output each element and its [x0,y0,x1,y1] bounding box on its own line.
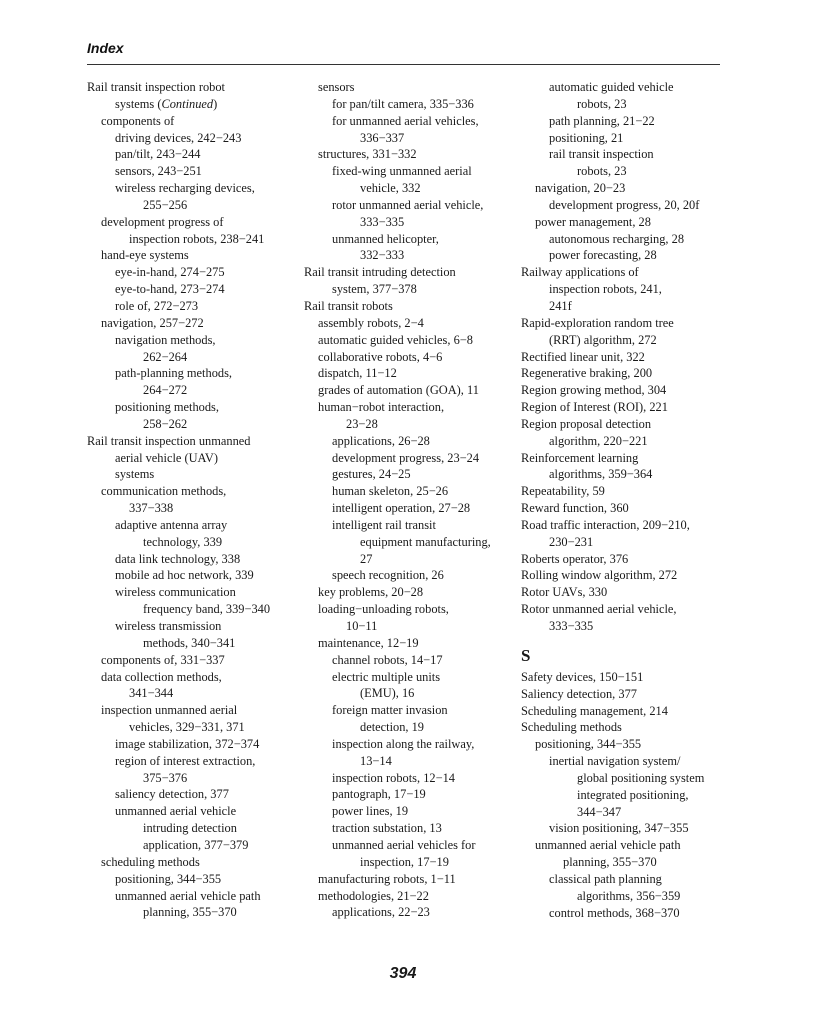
index-entry: methods, 340−341 [143,635,236,650]
index-entry: power forecasting, 28 [549,248,657,263]
index-entry: applications, 26−28 [332,433,430,448]
index-entry: classical path planning [549,871,662,886]
index-entry: Rotor UAVs, 330 [521,585,608,600]
index-entry: eye-in-hand, 274−275 [115,265,225,280]
index-entry: Rail transit robots [304,298,393,313]
index-entry: mobile ad hoc network, 339 [115,568,254,583]
index-entry: applications, 22−23 [332,905,430,920]
index-entry: positioning, 344−355 [535,737,642,752]
index-entry: Rail transit inspection unmanned [87,433,251,448]
index-entry: aerial vehicle (UAV) [115,450,218,465]
index-entry: inspection robots, 241, [549,282,662,297]
index-entry: navigation methods, [115,332,216,347]
index-entry: loading−unloading robots, [318,602,449,617]
index-entry: positioning, 344−355 [115,871,222,886]
index-entry: 10−11 [346,619,378,633]
index-entry: wireless recharging devices, [115,181,255,196]
index-entry: systems [115,467,155,482]
index-entry: Reinforcement learning [521,450,639,465]
index-entry: (EMU), 16 [360,686,415,701]
index-entry: 23−28 [346,416,378,431]
index-entry: unmanned aerial vehicle [115,804,237,819]
index-entry: Rapid-exploration random tree [521,315,674,330]
index-entry: Repeatability, 59 [521,484,605,499]
index-entry: Rolling window algorithm, 272 [521,568,678,583]
index-entry: human skeleton, 25−26 [332,484,449,499]
index-entry: 332−333 [360,248,405,263]
index-entry: 262−264 [143,349,188,364]
index-entry: fixed-wing unmanned aerial [332,164,472,179]
index-entry: for unmanned aerial vehicles, [332,113,479,128]
index-entry: channel robots, 14−17 [332,652,443,667]
index-entry: Region growing method, 304 [521,383,667,398]
index-entry: unmanned aerial vehicles for [332,837,476,852]
index-entry: navigation, 20−23 [535,181,626,196]
index-entry: power lines, 19 [332,804,409,819]
index-entry: global positioning system [577,770,705,785]
index-entry: electric multiple units [332,669,441,684]
index-entry: 337−338 [129,501,174,516]
index-entry: collaborative robots, 4−6 [318,349,443,364]
index-entry: systems (Continued) [115,96,218,111]
index-entry: dispatch, 11−12 [318,366,397,381]
index-entry: frequency band, 339−340 [143,602,271,617]
index-entry: Safety devices, 150−151 [521,669,644,684]
section-gap [521,635,726,645]
index-entry: vehicles, 329−331, 371 [129,720,245,735]
index-entry: 241f [549,298,572,313]
index-entry: wireless transmission [115,619,222,633]
index-entry: path planning, 21−22 [549,113,655,128]
index-entry: 255−256 [143,197,188,212]
index-entry: intruding detection [143,821,237,836]
index-entry: application, 377−379 [143,837,249,852]
index-entry: intelligent rail transit [332,517,436,532]
index-entry: path-planning methods, [115,366,233,381]
index-entry: 344−347 [577,804,622,819]
index-entry: planning, 355−370 [143,905,237,920]
index-entry: Rail transit inspection robot [87,80,225,94]
index-entry: maintenance, 12−19 [318,635,419,650]
index-entry: Reward function, 360 [521,501,629,516]
index-entry: data link technology, 338 [115,551,241,566]
index-entry: 333−335 [549,619,594,633]
index-entry: automatic guided vehicles, 6−8 [318,332,473,347]
index-entry: positioning, 21 [549,130,624,145]
index-entry: key problems, 20−28 [318,585,424,600]
index-entry: methodologies, 21−22 [318,888,429,903]
index-entry: Rotor unmanned aerial vehicle, [521,602,677,617]
index-entry: structures, 331−332 [318,147,417,162]
index-entry: development progress of [101,214,224,229]
index-entry: algorithms, 359−364 [549,467,653,482]
index-entry: detection, 19 [360,720,424,735]
index-entry: system, 377−378 [332,282,417,297]
index-entry: Region proposal detection [521,416,652,431]
index-entry: intelligent operation, 27−28 [332,501,471,516]
index-entry: robots, 23 [577,96,627,111]
index-entry: region of interest extraction, [115,753,256,768]
index-entry: control methods, 368−370 [549,905,680,920]
index-entry: image stabilization, 372−374 [115,736,260,751]
index-entry: 258−262 [143,416,188,431]
running-header: Index [87,40,124,56]
index-entry: inspection along the railway, [332,736,475,751]
index-entry: navigation, 257−272 [101,315,204,330]
index-entry: power management, 28 [535,214,651,229]
index-entry: 264−272 [143,383,188,398]
index-entry: scheduling methods [101,854,200,869]
index-entry: components of [101,113,175,128]
index-entry: 13−14 [360,753,392,768]
index-entry: Railway applications of [521,265,639,280]
index-entry: adaptive antenna array [115,517,228,532]
index-entry: Regenerative braking, 200 [521,366,653,381]
index-entry: 336−337 [360,130,405,145]
index-entry: robots, 23 [577,164,627,179]
index-entry: gestures, 24−25 [332,467,411,482]
index-entry: Saliency detection, 377 [521,686,637,701]
index-entry: algorithms, 356−359 [577,888,681,903]
index-entry: development progress, 23−24 [332,450,480,465]
section-letter: S [521,645,531,665]
index-entry: equipment manufacturing, [360,534,491,549]
index-entry: Region of Interest (ROI), 221 [521,400,668,415]
index-entry: inspection unmanned aerial [101,703,238,718]
index-entry: components of, 331−337 [101,652,225,667]
index-entry: wireless communication [115,585,236,600]
index-entry: vehicle, 332 [360,181,421,196]
page-number: 394 [389,965,417,982]
index-entry: positioning methods, [115,400,219,415]
index-entry: 27 [360,551,373,566]
index-entry: Rectified linear unit, 322 [521,349,645,364]
index-entry: saliency detection, 377 [115,787,229,802]
index-entry: integrated positioning, [577,787,689,802]
index-entry: pan/tilt, 243−244 [115,147,201,162]
index-entry: inspection robots, 238−241 [129,231,265,246]
index-entry: hand-eye systems [101,248,189,263]
index-entry: grades of automation (GOA), 11 [318,383,479,398]
continued-label: Continued [161,96,214,111]
index-entry: data collection methods, [101,669,222,684]
index-entry: Road traffic interaction, 209−210, [521,517,690,532]
index-entry: eye-to-hand, 273−274 [115,282,225,297]
index-entry: technology, 339 [143,534,223,549]
index-column-2 [304,79,514,921]
index-entry: vision positioning, 347−355 [549,821,689,836]
index-entry: foreign matter invasion [332,703,448,718]
index-column-3 [521,79,726,922]
index-entry: rail transit inspection [549,147,654,162]
index-entry: Roberts operator, 376 [521,551,629,566]
index-entry: automatic guided vehicle [549,80,674,94]
index-entry: (RRT) algorithm, 272 [549,332,657,347]
index-entry: development progress, 20, 20f [549,197,700,212]
index-entry: Scheduling methods [521,720,622,735]
index-entry: 375−376 [143,770,188,785]
index-entry: inertial navigation system/ [549,754,681,769]
index-entry: human−robot interaction, [318,400,445,415]
header-rule [87,64,720,65]
index-entry: driving devices, 242−243 [115,130,242,145]
index-entry: inspection robots, 12−14 [332,770,455,785]
index-entry: rotor unmanned aerial vehicle, [332,197,484,212]
index-entry: autonomous recharging, 28 [549,231,685,246]
index-entry: unmanned helicopter, [332,231,439,246]
index-entry: traction substation, 13 [332,821,442,836]
index-entry: sensors [318,80,355,94]
index-entry: inspection, 17−19 [360,854,449,869]
index-entry: 333−335 [360,214,405,229]
index-entry: algorithm, 220−221 [549,433,648,448]
index-entry: 230−231 [549,534,594,549]
index-entry: role of, 272−273 [115,298,199,313]
index-column-1 [87,79,297,921]
index-entry: communication methods, [101,484,227,499]
index-entry: sensors, 243−251 [115,164,202,179]
index-entry: assembly robots, 2−4 [318,315,424,330]
index-entry: pantograph, 17−19 [332,787,426,802]
index-entry: manufacturing robots, 1−11 [318,871,456,886]
index-entry: unmanned aerial vehicle path [535,838,681,853]
index-entry: planning, 355−370 [563,855,657,870]
index-entry: speech recognition, 26 [332,568,444,583]
index-entry: for pan/tilt camera, 335−336 [332,96,474,111]
index-entry: Scheduling management, 214 [521,703,668,718]
index-entry: 341−344 [129,686,174,701]
index-entry: Rail transit intruding detection [304,265,456,280]
index-entry: unmanned aerial vehicle path [115,888,261,903]
